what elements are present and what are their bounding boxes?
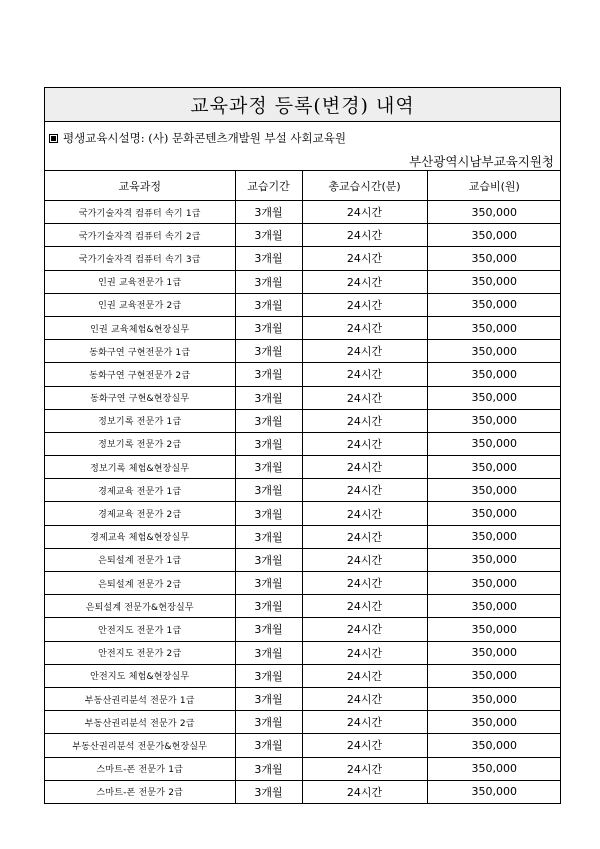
cell-course: 안전지도 전문가 2급 — [45, 641, 235, 664]
table-header-row — [45, 171, 561, 201]
header-fee: 교습비(원) — [427, 171, 561, 201]
education-office: 부산광역시남부교육지원청 — [409, 154, 554, 169]
cell-fee: 350,000 — [427, 572, 561, 595]
cell-period: 3개월 — [235, 432, 302, 455]
cell-total-hours: 24시간 — [302, 432, 427, 455]
table-row — [45, 595, 561, 618]
cell-course: 안전지도 전문가 1급 — [45, 618, 235, 641]
cell-total-hours: 24시간 — [302, 201, 427, 224]
cell-course: 스마트-폰 전문가 1급 — [45, 757, 235, 780]
cell-period: 3개월 — [235, 641, 302, 664]
cell-period: 3개월 — [235, 316, 302, 339]
cell-period: 3개월 — [235, 386, 302, 409]
cell-fee: 350,000 — [427, 456, 561, 479]
cell-total-hours: 24시간 — [302, 409, 427, 432]
cell-period: 3개월 — [235, 525, 302, 548]
cell-course: 동화구연 구현전문가 1급 — [45, 340, 235, 363]
table-row — [45, 293, 561, 316]
header-total-hours: 총교습시간(분) — [302, 171, 427, 201]
cell-fee: 350,000 — [427, 293, 561, 316]
table-row — [45, 316, 561, 339]
cell-total-hours: 24시간 — [302, 224, 427, 247]
cell-period: 3개월 — [235, 409, 302, 432]
cell-fee: 350,000 — [427, 734, 561, 757]
cell-period: 3개월 — [235, 201, 302, 224]
institution-name: 평생교육시설명: (사) 문화콘텐츠개발원 부설 사회교육원 — [63, 131, 346, 145]
table-row — [45, 641, 561, 664]
cell-fee: 350,000 — [427, 664, 561, 687]
cell-period: 3개월 — [235, 548, 302, 571]
cell-course: 인권 교육전문가 1급 — [45, 270, 235, 293]
document-title: 교육과정 등록(변경) 내역 — [45, 88, 560, 122]
cell-total-hours: 24시간 — [302, 525, 427, 548]
cell-course: 은퇴설계 전문가 1급 — [45, 548, 235, 571]
cell-fee: 350,000 — [427, 595, 561, 618]
cell-fee: 350,000 — [427, 340, 561, 363]
cell-period: 3개월 — [235, 502, 302, 525]
cell-fee: 350,000 — [471, 205, 517, 219]
cell-total-hours: 24시간 — [302, 618, 427, 641]
cell-course: 정보기록 체험&현장실무 — [45, 456, 235, 479]
cell-course: 부동산권리분석 전문가 2급 — [45, 711, 235, 734]
table-row — [45, 479, 561, 502]
cell-period: 3개월 — [235, 757, 302, 780]
cell-total-hours: 24시간 — [302, 386, 427, 409]
cell-fee: 350,000 — [427, 525, 561, 548]
cell-total-hours: 24시간 — [302, 711, 427, 734]
institution-section — [45, 122, 560, 171]
table-row — [45, 734, 561, 757]
cell-course: 스마트-폰 전문가 2급 — [45, 780, 235, 803]
header-period: 교습기간 — [235, 171, 302, 201]
table-row — [45, 664, 561, 687]
cell-fee: 350,000 — [427, 548, 561, 571]
cell-course: 국가기술자격 컴퓨터 속기 3급 — [45, 247, 235, 270]
cell-period: 3개월 — [235, 780, 302, 803]
cell-total-hours: 24시간 — [302, 734, 427, 757]
table-row — [45, 711, 561, 734]
cell-period: 3개월 — [235, 270, 302, 293]
cell-period: 3개월 — [235, 664, 302, 687]
cell-fee: 350,000 — [427, 687, 561, 710]
cell-course: 부동산권리분석 전문가 1급 — [45, 687, 235, 710]
cell-total-hours: 24시간 — [302, 340, 427, 363]
cell-period: 3개월 — [235, 363, 302, 386]
cell-course: 국가기술자격 컴퓨터 속기 2급 — [45, 224, 235, 247]
cell-fee: 350,000 — [427, 363, 561, 386]
table-row — [45, 409, 561, 432]
cell-fee: 350,000 — [427, 270, 561, 293]
cell-course: 안전지도 체험&현장실무 — [45, 664, 235, 687]
cell-fee: 350,000 — [427, 224, 561, 247]
cell-period: 3개월 — [235, 224, 302, 247]
cell-total-hours: 24시간 — [302, 664, 427, 687]
table-body — [45, 201, 561, 803]
cell-fee: 350,000 — [427, 780, 561, 803]
cell-course: 정보기록 전문가 2급 — [45, 432, 235, 455]
cell-fee: 350,000 — [427, 386, 561, 409]
cell-course: 은퇴설계 전문가&현장실무 — [45, 595, 235, 618]
cell-total-hours: 24시간 — [302, 780, 427, 803]
cell-period: 3개월 — [235, 247, 302, 270]
cell-course: 국가기술자격 컴퓨터 속기 1급 — [45, 201, 235, 224]
cell-fee: 350,000 — [427, 432, 561, 455]
table-row — [45, 363, 561, 386]
table-row — [45, 525, 561, 548]
table-row — [45, 432, 561, 455]
cell-period: 3개월 — [235, 572, 302, 595]
cell-total-hours: 24시간 — [302, 687, 427, 710]
course-table — [45, 171, 561, 803]
table-row — [45, 757, 561, 780]
cell-fee: 350,000 — [427, 641, 561, 664]
cell-total-hours: 24시간 — [302, 572, 427, 595]
cell-fee: 350,000 — [427, 316, 561, 339]
cell-total-hours: 24시간 — [302, 363, 427, 386]
cell-fee: 350,000 — [427, 479, 561, 502]
table-row — [45, 201, 561, 224]
cell-fee: 350,000 — [427, 247, 561, 270]
table-row — [45, 618, 561, 641]
institution-line — [49, 130, 346, 146]
table-row — [45, 224, 561, 247]
cell-total-hours: 24시간 — [302, 270, 427, 293]
cell-course: 경제교육 전문가 2급 — [45, 502, 235, 525]
cell-course: 부동산권리분석 전문가&현장실무 — [45, 734, 235, 757]
cell-fee: 350,000 — [427, 711, 561, 734]
table-row — [45, 502, 561, 525]
document-sheet — [44, 87, 561, 804]
table-row — [45, 572, 561, 595]
table-row — [45, 340, 561, 363]
cell-period: 3개월 — [235, 595, 302, 618]
cell-period: 3개월 — [235, 456, 302, 479]
table-row — [45, 780, 561, 803]
cell-course: 경제교육 체험&현장실무 — [45, 525, 235, 548]
cell-course: 인권 교육전문가 2급 — [45, 293, 235, 316]
cell-period: 3개월 — [235, 293, 302, 316]
cell-total-hours: 24시간 — [302, 641, 427, 664]
cell-total-hours: 24시간 — [302, 757, 427, 780]
cell-fee: 350,000 — [427, 618, 561, 641]
table-row — [45, 687, 561, 710]
header-course: 교육과정 — [45, 171, 235, 201]
cell-total-hours: 24시간 — [302, 548, 427, 571]
cell-course: 동화구연 구현전문가 2급 — [45, 363, 235, 386]
cell-course: 은퇴설계 전문가 2급 — [45, 572, 235, 595]
table-row — [45, 247, 561, 270]
cell-course: 경제교육 전문가 1급 — [45, 479, 235, 502]
cell-total-hours: 24시간 — [302, 502, 427, 525]
cell-fee: 350,000 — [427, 502, 561, 525]
cell-period: 3개월 — [235, 687, 302, 710]
cell-period: 3개월 — [235, 479, 302, 502]
table-row — [45, 386, 561, 409]
cell-course: 정보기록 전문가 1급 — [45, 409, 235, 432]
cell-total-hours: 24시간 — [302, 595, 427, 618]
cell-period: 3개월 — [235, 734, 302, 757]
cell-fee: 350,000 — [427, 757, 561, 780]
cell-period: 3개월 — [235, 340, 302, 363]
cell-total-hours: 24시간 — [302, 316, 427, 339]
cell-total-hours: 24시간 — [302, 479, 427, 502]
table-row — [45, 270, 561, 293]
cell-period: 3개월 — [235, 618, 302, 641]
cell-total-hours: 24시간 — [302, 247, 427, 270]
cell-fee: 350,000 — [427, 409, 561, 432]
table-row — [45, 456, 561, 479]
table-row — [45, 548, 561, 571]
filled-square-icon — [49, 134, 58, 143]
cell-period: 3개월 — [235, 711, 302, 734]
cell-course: 인권 교육체험&현장실무 — [45, 316, 235, 339]
cell-total-hours: 24시간 — [302, 293, 427, 316]
cell-total-hours: 24시간 — [302, 456, 427, 479]
cell-course: 동화구연 구현&현장실무 — [45, 386, 235, 409]
